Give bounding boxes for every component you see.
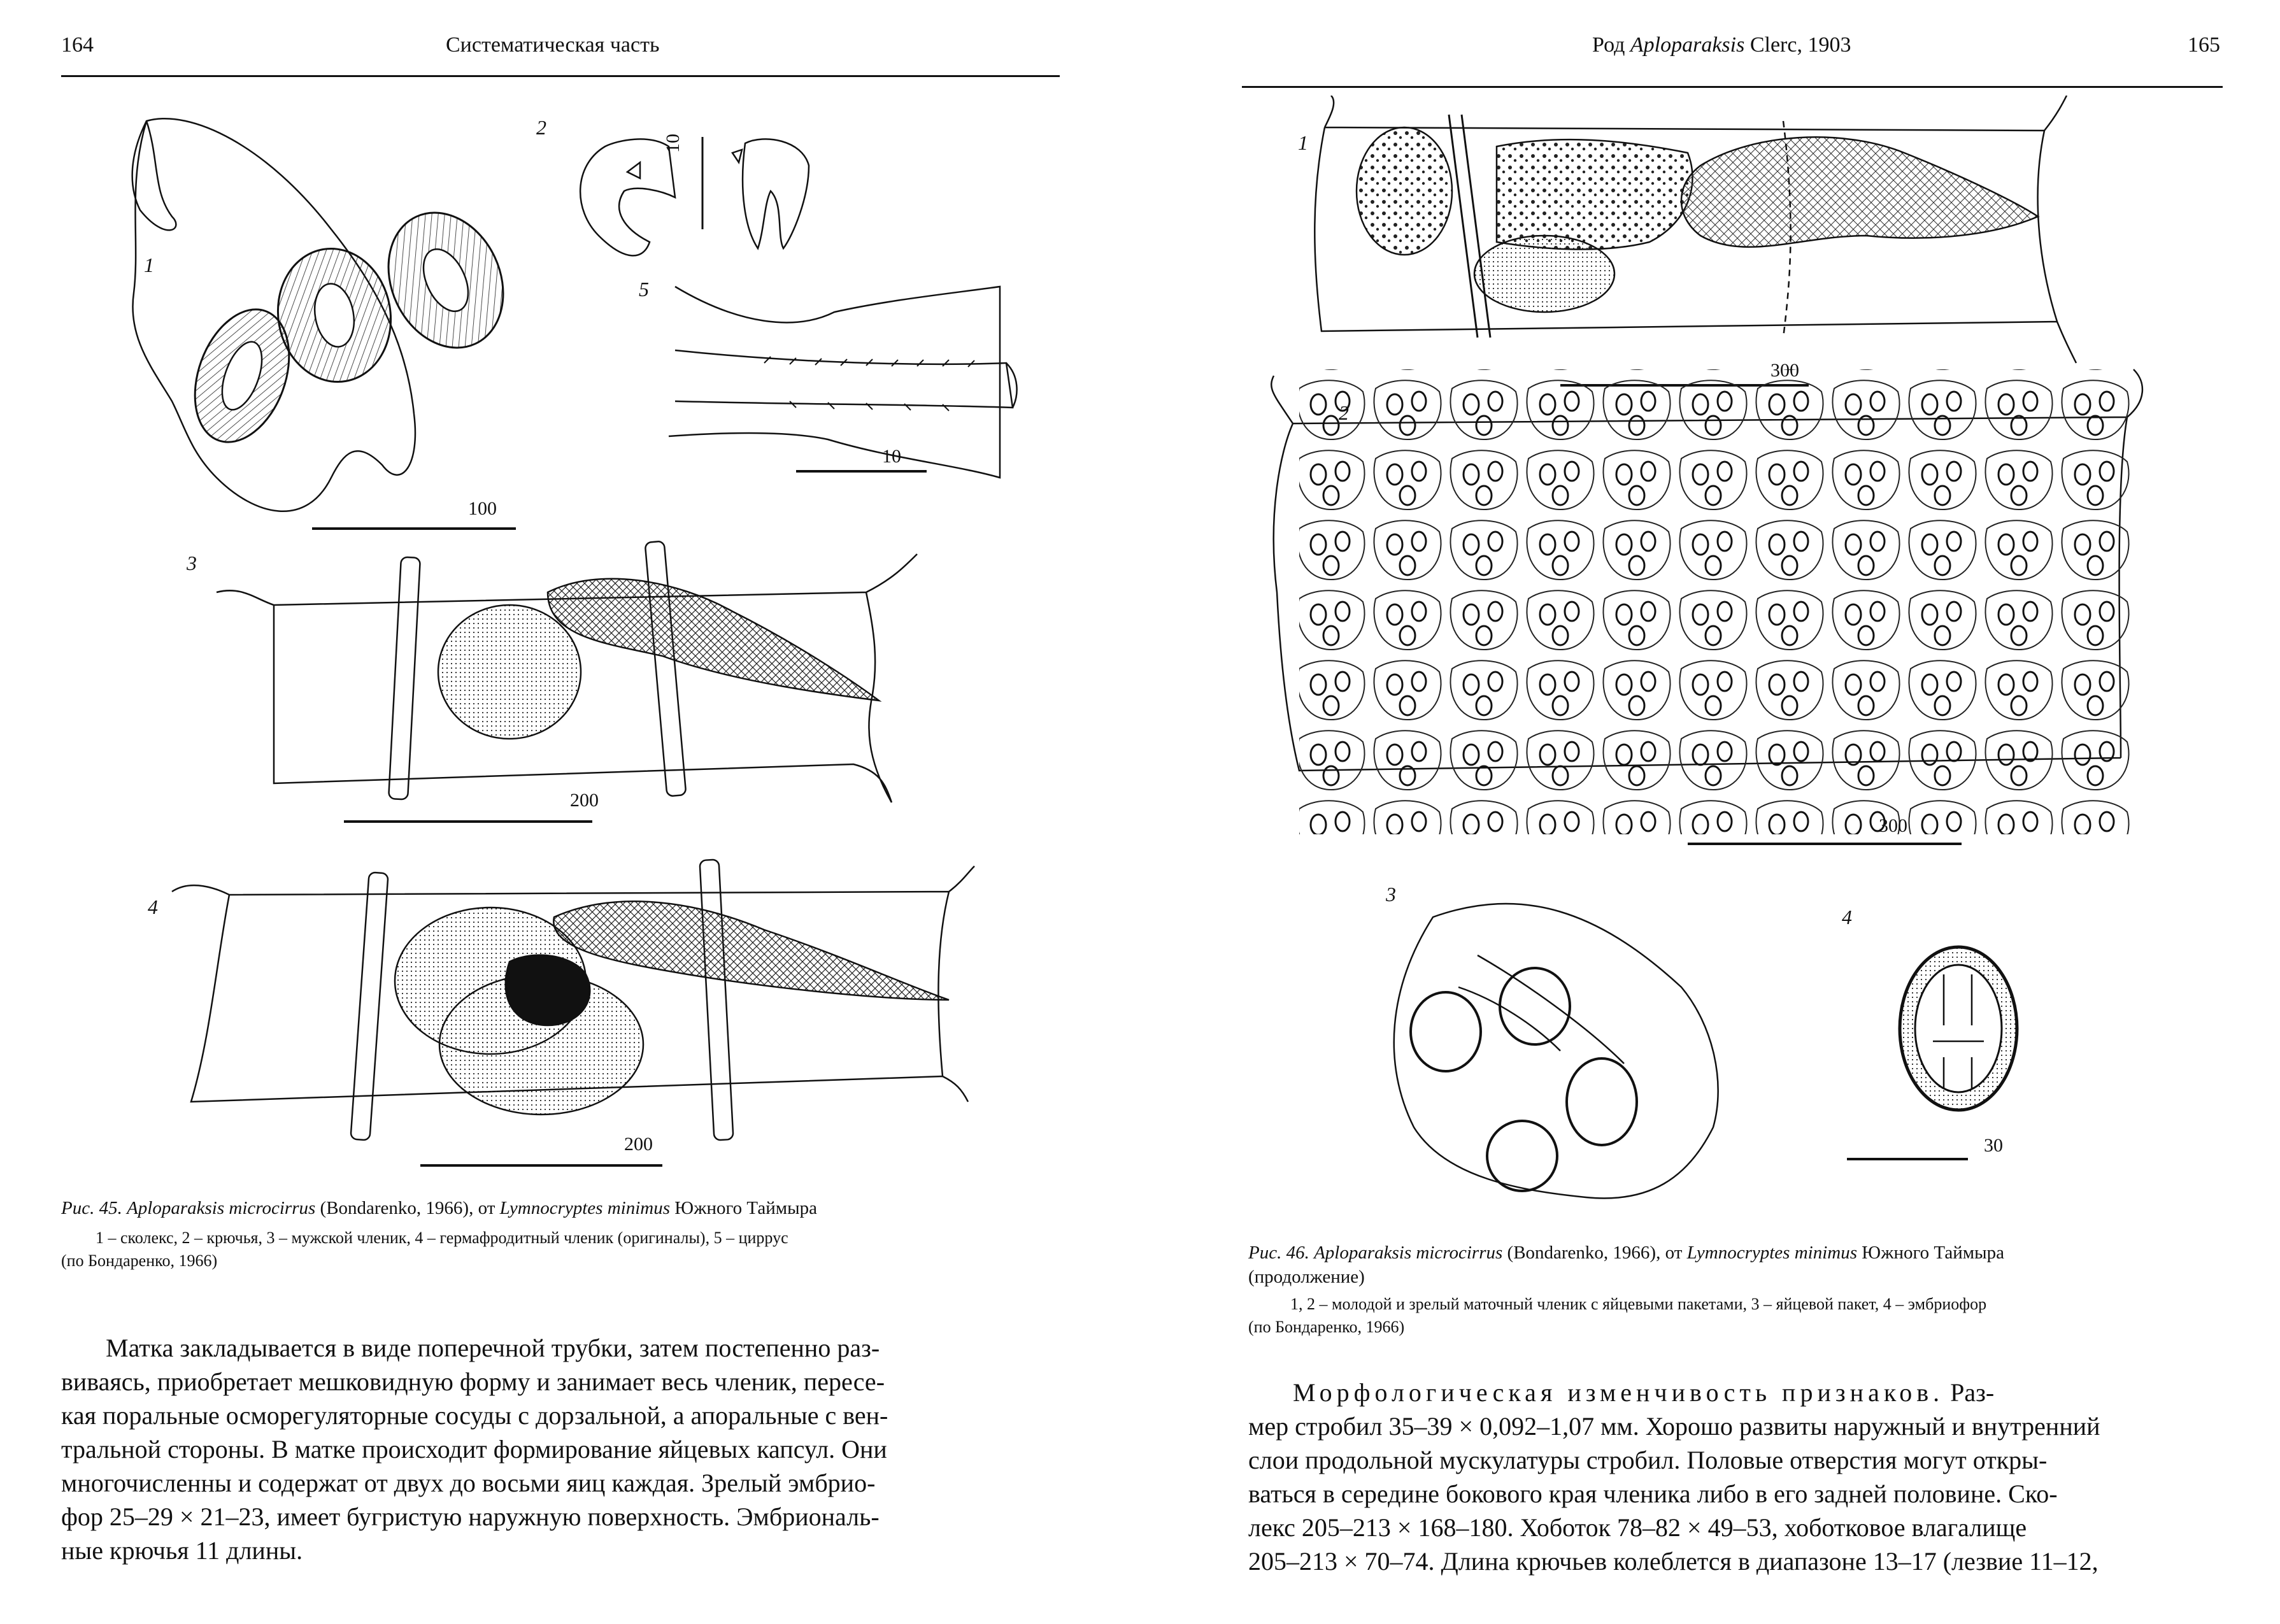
panel-label-4: 4 bbox=[148, 895, 158, 918]
caption-prefix: Рис. 46. bbox=[1248, 1243, 1309, 1263]
figure-46-legend-line2: (по Бондаренко, 1966) bbox=[1248, 1318, 1405, 1336]
egg-packets bbox=[1299, 369, 2134, 834]
scale-label-p5: 10 bbox=[882, 446, 901, 467]
body-line: лекс 205–213 × 168–180. Хоботок 78–82 × 49–53, хоботковое влагалище bbox=[1248, 1513, 2027, 1542]
running-title: Систематическая часть bbox=[446, 33, 660, 57]
excretory-vessel-1 bbox=[388, 557, 420, 799]
left-body bbox=[61, 1331, 1060, 1567]
body-line: ные крючья 11 длины. bbox=[61, 1536, 303, 1565]
panel-label-2: 2 bbox=[536, 116, 546, 139]
egg-4 bbox=[1487, 1121, 1557, 1191]
caption-prefix: Рис. 45. bbox=[61, 1198, 122, 1218]
right-page bbox=[1140, 0, 2280, 1624]
testis bbox=[438, 605, 581, 739]
caption-authority: (Bondarenko, 1966), от bbox=[1507, 1243, 1683, 1263]
panel-label-2: 2 bbox=[1339, 401, 1349, 424]
vitelline-gland bbox=[506, 955, 590, 1025]
rostellum bbox=[132, 121, 176, 230]
uterus-granular bbox=[1497, 139, 1693, 249]
cirrus-sac-3 bbox=[548, 579, 879, 701]
scale-label-r1: 300 bbox=[1771, 360, 1799, 381]
cirrus-sac-r bbox=[1681, 137, 2038, 246]
cirrus-outline bbox=[669, 287, 1000, 478]
body-line: фор 25–29 × 21–23, имеет бугристую наружную поверхность. Эмбриональ- bbox=[61, 1502, 880, 1531]
caption-host: Lymnocryptes minimus bbox=[1686, 1243, 1857, 1263]
egg-2 bbox=[1500, 968, 1570, 1044]
excretory-vessel-2 bbox=[645, 541, 687, 796]
figure-45-legend-line1: 1 – сколекс, 2 – крючья, 3 – мужской членик, 4 – гермафродитный членик (оригиналы), 5 – циррус bbox=[96, 1229, 788, 1247]
body-line: многочисленны и содержат от двух до восьми яиц каждая. Зрелый эмбрио- bbox=[61, 1469, 876, 1497]
scale-label-p3: 200 bbox=[570, 790, 599, 811]
body-line: виваясь, приобретает мешковидную форму и занимает весь членик, пересе- bbox=[61, 1367, 885, 1396]
body-line: Матка закладывается в виде поперечной трубки, затем постепенно раз- bbox=[106, 1334, 880, 1362]
excretory-vessel-3 bbox=[350, 872, 388, 1140]
header-rule bbox=[61, 75, 1060, 77]
panel-label-3: 3 bbox=[1386, 883, 1396, 906]
panel-label-5: 5 bbox=[639, 278, 649, 301]
uterus-granular-left bbox=[1357, 127, 1452, 255]
caption-locality: Южного Таймыра bbox=[674, 1198, 817, 1218]
caption-locality: Южного Таймыра bbox=[1862, 1243, 2004, 1263]
body-first-rest: Раз- bbox=[1950, 1378, 1995, 1407]
scale-label-r4: 30 bbox=[1984, 1135, 2003, 1156]
cirrus-sac-4 bbox=[553, 901, 949, 1000]
body-line: кая поральные осморегуляторные сосуды с дорзальной, а апоральные с вен- bbox=[61, 1401, 888, 1430]
panel-label-1: 1 bbox=[1298, 131, 1308, 154]
figure-46 bbox=[1140, 96, 2280, 1204]
panel-label-1: 1 bbox=[144, 253, 154, 276]
body-line: мер стробил 35–39 × 0,092–1,07 мм. Хорошо развиты наружный и внутренний bbox=[1248, 1412, 2100, 1441]
body-line: ваться в середине бокового края членика либо в его задней половине. Ско- bbox=[1248, 1479, 2058, 1508]
figure-46-caption bbox=[1248, 1241, 2242, 1289]
hook-right bbox=[743, 139, 809, 248]
scale-label-p4: 200 bbox=[624, 1134, 653, 1155]
page-number: 164 bbox=[61, 33, 94, 57]
body-line: слои продольной мускулатуры стробил. Половые отверстия могут откры- bbox=[1248, 1446, 2048, 1474]
right-body bbox=[1248, 1376, 2229, 1578]
panel-label-3: 3 bbox=[187, 552, 197, 574]
page-number: 165 bbox=[2188, 33, 2220, 57]
body-heading: Морфологическая изменчивость признаков. bbox=[1293, 1378, 1944, 1407]
running-title-suffix: Clerc, 1903 bbox=[1749, 33, 1851, 57]
figure-45-legend-line2: (по Бондаренко, 1966) bbox=[61, 1251, 218, 1270]
hook-size-label: 10 bbox=[662, 134, 683, 153]
caption-host: Lymnocryptes minimus bbox=[499, 1198, 670, 1218]
body-line-first bbox=[1248, 1376, 2229, 1409]
excretory-vessel-4 bbox=[700, 860, 734, 1141]
egg-1 bbox=[1411, 992, 1481, 1071]
caption-species: Aploparaksis microcirrus bbox=[1314, 1243, 1503, 1263]
egg-3 bbox=[1567, 1058, 1637, 1145]
figure-45-caption bbox=[61, 1196, 1080, 1220]
scale-label-p1: 100 bbox=[468, 498, 497, 519]
figure-46-drawing bbox=[1140, 96, 2280, 1204]
running-title-prefix: Род bbox=[1592, 33, 1625, 57]
scale-label-r2: 300 bbox=[1879, 815, 1907, 836]
panel-label-4: 4 bbox=[1842, 906, 1852, 929]
caption-species: Aploparaksis microcirrus bbox=[127, 1198, 316, 1218]
body-line: тральной стороны. В матке происходит формирование яйцевых капсул. Они bbox=[61, 1435, 887, 1464]
caption-continuation: (продолжение) bbox=[1248, 1267, 1365, 1287]
hook-left bbox=[580, 139, 675, 255]
running-title-genus: Aploparaksis bbox=[1630, 33, 1745, 57]
ovary-r bbox=[1474, 236, 1614, 312]
figure-45-drawing bbox=[0, 83, 1140, 1185]
running-title bbox=[1592, 33, 1851, 57]
figure-45 bbox=[0, 83, 1140, 1185]
header-rule bbox=[1242, 86, 2223, 88]
figure-46-legend-line1: 1, 2 – молодой и зрелый маточный членик с яйцевыми пакетами, 3 – яйцевой пакет, 4 – эмбриофор bbox=[1290, 1295, 1987, 1313]
caption-authority: (Bondarenko, 1966), от bbox=[320, 1198, 495, 1218]
body-line: 205–213 × 70–74. Длина крючьев колеблется в диапазоне 13–17 (лезвие 11–12, bbox=[1248, 1547, 2098, 1576]
